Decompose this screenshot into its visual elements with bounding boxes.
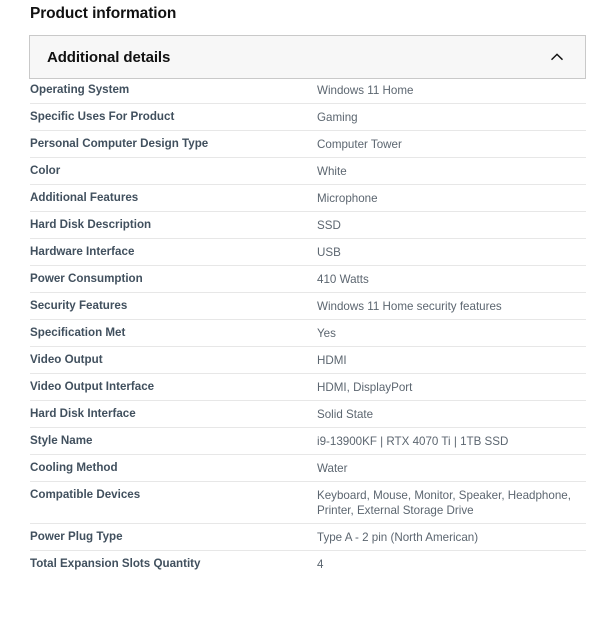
detail-value: Keyboard, Mouse, Monitor, Speaker, Headphone, Printer, External Storage Drive (317, 489, 571, 517)
detail-value: Gaming (317, 111, 358, 124)
additional-details-panel-header[interactable] (29, 35, 586, 79)
additional-details-table (30, 79, 586, 577)
detail-value: Windows 11 Home (317, 84, 414, 97)
detail-label: Cooling Method (30, 461, 118, 474)
detail-label: Specific Uses For Product (30, 110, 175, 123)
detail-value: Water (317, 462, 348, 475)
table-row (30, 454, 586, 481)
detail-label: Hard Disk Interface (30, 407, 136, 420)
chevron-up-icon[interactable] (547, 47, 567, 67)
detail-label: Personal Computer Design Type (30, 137, 209, 150)
detail-value: 4 (317, 558, 324, 571)
detail-value: Windows 11 Home security features (317, 300, 502, 313)
detail-label: Operating System (30, 83, 130, 96)
table-row (30, 400, 586, 427)
detail-label: Video Output Interface (30, 380, 155, 393)
detail-value: Solid State (317, 408, 374, 421)
detail-value: Type A - 2 pin (North American) (317, 531, 479, 544)
table-row (30, 103, 586, 130)
table-row (30, 292, 586, 319)
table-row (30, 523, 586, 550)
detail-value: USB (317, 246, 341, 259)
detail-value: HDMI (317, 354, 347, 367)
detail-value: Yes (317, 327, 336, 340)
detail-value: i9-13900KF | RTX 4070 Ti | 1TB SSD (317, 435, 509, 448)
page-title: Product information (30, 5, 177, 22)
detail-value: Computer Tower (317, 138, 402, 151)
detail-value: 410 Watts (317, 273, 369, 286)
detail-label: Hard Disk Description (30, 218, 152, 231)
table-row (30, 550, 586, 577)
detail-label: Power Plug Type (30, 530, 123, 543)
table-row (30, 79, 586, 103)
detail-value: Microphone (317, 192, 378, 205)
detail-label: Compatible Devices (30, 488, 141, 501)
table-row (30, 427, 586, 454)
detail-label: Specification Met (30, 326, 126, 339)
detail-value: White (317, 165, 347, 178)
table-row (30, 346, 586, 373)
detail-label: Style Name (30, 434, 93, 447)
table-row (30, 481, 586, 523)
table-row (30, 238, 586, 265)
table-row (30, 211, 586, 238)
detail-value: HDMI, DisplayPort (317, 381, 413, 394)
additional-details-title: Additional details (47, 48, 171, 66)
table-row (30, 184, 586, 211)
table-row (30, 373, 586, 400)
table-row (30, 157, 586, 184)
detail-label: Total Expansion Slots Quantity (30, 557, 201, 570)
table-row (30, 130, 586, 157)
detail-label: Power Consumption (30, 272, 143, 285)
detail-label: Security Features (30, 299, 128, 312)
detail-label: Color (30, 164, 61, 177)
detail-label: Additional Features (30, 191, 139, 204)
table-row (30, 319, 586, 346)
detail-label: Video Output (30, 353, 103, 366)
detail-value: SSD (317, 219, 341, 232)
table-row (30, 265, 586, 292)
detail-label: Hardware Interface (30, 245, 135, 258)
